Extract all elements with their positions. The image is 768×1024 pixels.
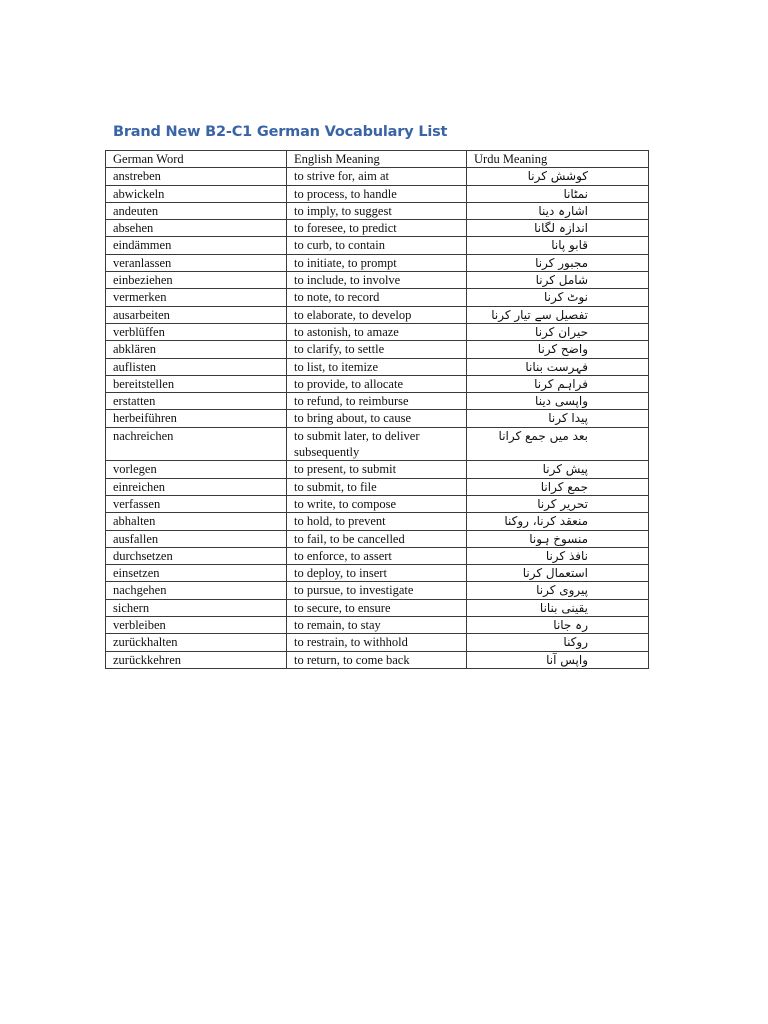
- table-row: [106, 651, 649, 668]
- table-row: [106, 410, 649, 427]
- header-urdu-meaning: Urdu Meaning: [467, 151, 649, 168]
- header-german-word: German Word: [106, 151, 287, 168]
- table-row: [106, 202, 649, 219]
- german-word-cell: abklären: [106, 341, 287, 358]
- urdu-meaning-cell: فہرست بنانا: [467, 358, 649, 375]
- table-row: [106, 254, 649, 271]
- english-meaning-cell: to list, to itemize: [287, 358, 467, 375]
- table-row: [106, 375, 649, 392]
- german-word-cell: veranlassen: [106, 254, 287, 271]
- german-word-cell: abhalten: [106, 513, 287, 530]
- urdu-meaning-cell: روکنا: [467, 634, 649, 651]
- english-meaning-cell: to process, to handle: [287, 185, 467, 202]
- english-meaning-cell: to write, to compose: [287, 495, 467, 512]
- table-row: [106, 530, 649, 547]
- english-meaning-cell: to foresee, to predict: [287, 220, 467, 237]
- urdu-meaning-cell: مجبور کرنا: [467, 254, 649, 271]
- urdu-meaning-cell: استعمال کرنا: [467, 565, 649, 582]
- german-word-cell: herbeiführen: [106, 410, 287, 427]
- table-row: [106, 599, 649, 616]
- urdu-meaning-cell: نمٹانا: [467, 185, 649, 202]
- english-meaning-cell: to bring about, to cause: [287, 410, 467, 427]
- urdu-meaning-cell: فراہم کرنا: [467, 375, 649, 392]
- urdu-meaning-cell: یقینی بنانا: [467, 599, 649, 616]
- urdu-meaning-cell: واضح کرنا: [467, 341, 649, 358]
- english-meaning-cell: to refund, to reimburse: [287, 393, 467, 410]
- vocabulary-table: [105, 150, 649, 669]
- table-row: [106, 306, 649, 323]
- urdu-meaning-cell: رہ جانا: [467, 617, 649, 634]
- german-word-cell: ausarbeiten: [106, 306, 287, 323]
- german-word-cell: vermerken: [106, 289, 287, 306]
- german-word-cell: einsetzen: [106, 565, 287, 582]
- english-meaning-cell: to present, to submit: [287, 461, 467, 478]
- english-meaning-cell: to imply, to suggest: [287, 202, 467, 219]
- german-word-cell: vorlegen: [106, 461, 287, 478]
- german-word-cell: zurückkehren: [106, 651, 287, 668]
- header-english-meaning: English Meaning: [287, 151, 467, 168]
- urdu-meaning-cell: اندازہ لگانا: [467, 220, 649, 237]
- english-meaning-cell: to deploy, to insert: [287, 565, 467, 582]
- german-word-cell: auflisten: [106, 358, 287, 375]
- german-word-cell: zurückhalten: [106, 634, 287, 651]
- english-meaning-cell: to return, to come back: [287, 651, 467, 668]
- table-row: [106, 617, 649, 634]
- english-meaning-cell: to initiate, to prompt: [287, 254, 467, 271]
- german-word-cell: anstreben: [106, 168, 287, 185]
- table-row: [106, 393, 649, 410]
- table-row: [106, 323, 649, 340]
- german-word-cell: bereitstellen: [106, 375, 287, 392]
- german-word-cell: nachgehen: [106, 582, 287, 599]
- german-word-cell: verfassen: [106, 495, 287, 512]
- german-word-cell: ausfallen: [106, 530, 287, 547]
- table-row: [106, 513, 649, 530]
- german-word-cell: sichern: [106, 599, 287, 616]
- table-row: [106, 237, 649, 254]
- urdu-meaning-cell: واپسی دینا: [467, 393, 649, 410]
- english-meaning-cell: to submit, to file: [287, 478, 467, 495]
- table-row: [106, 461, 649, 478]
- urdu-meaning-cell: منعقد کرنا، روکنا: [467, 513, 649, 530]
- urdu-meaning-cell: نوٹ کرنا: [467, 289, 649, 306]
- english-meaning-cell: to elaborate, to develop: [287, 306, 467, 323]
- table-row: [106, 547, 649, 564]
- urdu-meaning-cell: تفصیل سے تیار کرنا: [467, 306, 649, 323]
- english-meaning-cell: to submit later, to deliver subsequently: [287, 427, 467, 461]
- english-meaning-cell: to fail, to be cancelled: [287, 530, 467, 547]
- table-row: [106, 358, 649, 375]
- english-meaning-cell: to restrain, to withhold: [287, 634, 467, 651]
- english-meaning-cell: to enforce, to assert: [287, 547, 467, 564]
- english-meaning-cell: to secure, to ensure: [287, 599, 467, 616]
- german-word-cell: verblüffen: [106, 323, 287, 340]
- german-word-cell: abwickeln: [106, 185, 287, 202]
- english-meaning-cell: to include, to involve: [287, 272, 467, 289]
- table-row: [106, 478, 649, 495]
- urdu-meaning-cell: پیدا کرنا: [467, 410, 649, 427]
- english-meaning-cell: to remain, to stay: [287, 617, 467, 634]
- table-row: [106, 185, 649, 202]
- urdu-meaning-cell: شامل کرنا: [467, 272, 649, 289]
- table-row: [106, 582, 649, 599]
- table-row: [106, 341, 649, 358]
- table-row: [106, 427, 649, 461]
- urdu-meaning-cell: بعد میں جمع کرانا: [467, 427, 649, 461]
- german-word-cell: einbeziehen: [106, 272, 287, 289]
- german-word-cell: einreichen: [106, 478, 287, 495]
- urdu-meaning-cell: واپس آنا: [467, 651, 649, 668]
- urdu-meaning-cell: کوشش کرنا: [467, 168, 649, 185]
- german-word-cell: verbleiben: [106, 617, 287, 634]
- urdu-meaning-cell: پیروی کرنا: [467, 582, 649, 599]
- urdu-meaning-cell: پیش کرنا: [467, 461, 649, 478]
- german-word-cell: nachreichen: [106, 427, 287, 461]
- table-row: [106, 220, 649, 237]
- german-word-cell: andeuten: [106, 202, 287, 219]
- table-row: [106, 495, 649, 512]
- english-meaning-cell: to note, to record: [287, 289, 467, 306]
- german-word-cell: absehen: [106, 220, 287, 237]
- table-header-row: [106, 151, 649, 168]
- english-meaning-cell: to hold, to prevent: [287, 513, 467, 530]
- english-meaning-cell: to pursue, to investigate: [287, 582, 467, 599]
- urdu-meaning-cell: حیران کرنا: [467, 323, 649, 340]
- document-title: Brand New B2-C1 German Vocabulary List: [113, 124, 448, 140]
- german-word-cell: durchsetzen: [106, 547, 287, 564]
- table-row: [106, 634, 649, 651]
- urdu-meaning-cell: تحریر کرنا: [467, 495, 649, 512]
- english-meaning-cell: to clarify, to settle: [287, 341, 467, 358]
- urdu-meaning-cell: منسوخ ہونا: [467, 530, 649, 547]
- table-row: [106, 565, 649, 582]
- english-meaning-cell: to provide, to allocate: [287, 375, 467, 392]
- urdu-meaning-cell: اشارہ دینا: [467, 202, 649, 219]
- english-meaning-cell: to curb, to contain: [287, 237, 467, 254]
- german-word-cell: erstatten: [106, 393, 287, 410]
- table-row: [106, 289, 649, 306]
- table-row: [106, 272, 649, 289]
- english-meaning-cell: to strive for, aim at: [287, 168, 467, 185]
- german-word-cell: eindämmen: [106, 237, 287, 254]
- english-meaning-cell: to astonish, to amaze: [287, 323, 467, 340]
- urdu-meaning-cell: جمع کرانا: [467, 478, 649, 495]
- table-row: [106, 168, 649, 185]
- urdu-meaning-cell: قابو پانا: [467, 237, 649, 254]
- urdu-meaning-cell: نافذ کرنا: [467, 547, 649, 564]
